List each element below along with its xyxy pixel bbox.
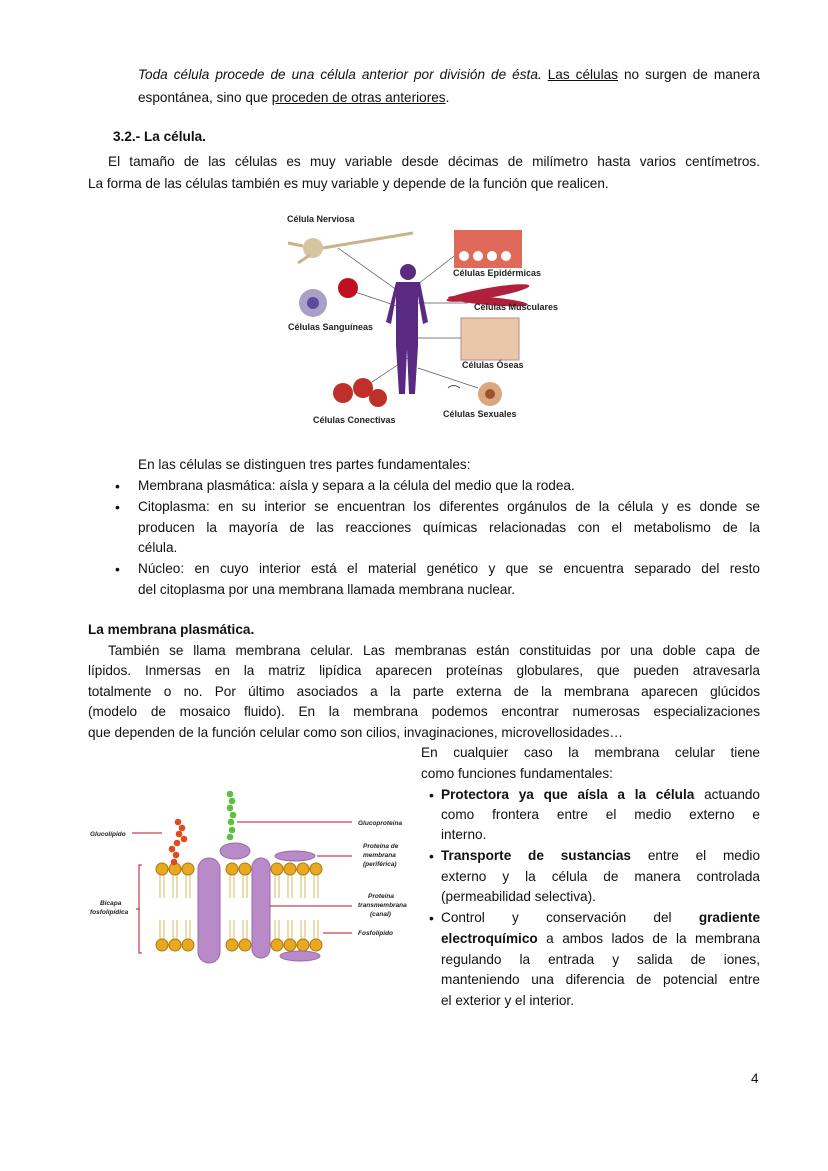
underlined-text: proceden de otras anteriores [271, 90, 446, 105]
phospholipid [297, 863, 309, 951]
bullet-icon: • [115, 499, 120, 515]
label-proteina-transmembrana: transmembrana [358, 902, 407, 909]
label-proteina-transmembrana: (canal) [370, 911, 391, 918]
epidermal-cells-icon [454, 230, 522, 268]
membrane-heading: La membrana plasmática. [88, 622, 255, 637]
function-line: interno. [441, 827, 487, 842]
glucolipid-sugar [169, 846, 176, 853]
cell-types-figure [278, 208, 578, 433]
underlined-text: Las células [547, 67, 618, 82]
phospholipid [156, 863, 168, 951]
function-line: (permeabilidad selectiva). [441, 889, 596, 904]
membrane-diagram [80, 780, 420, 965]
membrane-line: que dependen de la función celular como son cilios, invaginaciones, microvellosidades… [88, 725, 624, 740]
human-silhouette [386, 264, 428, 394]
label-connective: Células Conectivas [313, 415, 396, 425]
label-bone: Células Óseas [462, 360, 524, 370]
phospholipid [182, 863, 194, 951]
label-glucoproteina: Glucoproteína [358, 820, 403, 827]
page-number: 4 [751, 1071, 759, 1086]
label-fosfolipido: Fosfolípido [358, 930, 394, 937]
membrane-line: También se llama membrana celular. Las membranas están constituidas por una doble capa de [108, 643, 760, 658]
phospholipid-bilayer [156, 863, 322, 951]
text: entre el medio [647, 848, 760, 863]
membrane-line: totalmente o no. Por último asociados a la parte externa de la membrana aparecen glúcidos [88, 684, 760, 699]
glucolipid-sugar [181, 836, 188, 843]
intro-line-2 [138, 88, 449, 108]
bullet-text: célula. [138, 540, 178, 555]
bold-text: Transporte de sustancias [441, 848, 631, 863]
membrane-line: (modelo de mosaico fluido). En la membrana podemos encontrar numerosas especializaciones [88, 704, 760, 719]
glucolipid-sugar [173, 852, 180, 859]
col-intro: En cualquier caso la membrana celular tiene [421, 745, 760, 760]
nerve-cell-icon [288, 233, 413, 263]
glucoprotein-sugar [230, 812, 237, 819]
bullet-icon: • [115, 478, 120, 494]
text: espontánea, sino que [138, 90, 269, 105]
label-proteina-periferica: (periférica) [363, 861, 397, 868]
glucoprotein-sugar [229, 827, 236, 834]
bullet-icon: • [429, 787, 434, 803]
glucoprotein-sugar [227, 834, 234, 841]
label-epidermal: Células Epidérmicas [453, 268, 542, 278]
intro-line-1 [138, 65, 760, 85]
section-line: El tamaño de las células es muy variable desde décimas de milímetro hasta varios centímetros. [108, 154, 760, 169]
bullet-icon: • [429, 848, 434, 864]
label-glucolipido: Glucolípido [90, 831, 126, 838]
phospholipid [271, 863, 283, 951]
bullet-text: Membrana plasmática: aísla y separa a la célula del medio que la rodea. [138, 478, 575, 493]
phospholipid [226, 863, 238, 951]
text: a ambos lados de la membrana [546, 931, 761, 946]
bullet-text: del citoplasma por una membrana llamada membrana nuclear. [138, 582, 516, 597]
glucolipid-sugar [174, 840, 181, 847]
function-line [441, 929, 760, 949]
function-line [441, 785, 760, 805]
col-intro: como funciones fundamentales: [421, 766, 613, 781]
italic-text: Toda célula procede de una célula anterior por división de ésta. [138, 67, 542, 82]
phospholipid [169, 863, 181, 951]
glucoprotein-sugar [228, 819, 235, 826]
text: actuando [704, 787, 760, 802]
label-blood: Células Sanguíneas [288, 322, 374, 332]
function-line: el exterior y el interior. [441, 993, 574, 1008]
function-line: como frontera entre el medio externo e [441, 807, 760, 822]
bullet-icon: • [429, 910, 434, 926]
glucolipid-sugar [171, 859, 178, 866]
bullet-icon: • [115, 561, 120, 577]
bold-text: electroquímico [441, 931, 538, 946]
text: Control y conservación del [441, 910, 672, 925]
connective-cells-icon [333, 378, 387, 407]
bold-text: gradiente [698, 910, 761, 925]
label-proteina-periferica: membrana [363, 852, 396, 859]
phospholipid [284, 863, 296, 951]
section-heading: 3.2.- La célula. [113, 129, 206, 144]
glucolipid-sugar [175, 819, 182, 826]
blood-cells-icon [299, 278, 358, 317]
glucoprotein-sugar [227, 791, 234, 798]
bullet-text: producen la mayoría de las reacciones químicas relacionadas con el metabolismo de la [138, 520, 760, 535]
bullet-text: Núcleo: en cuyo interior está el material genético y que se encuentra separado del resto [138, 561, 760, 576]
bold-text: Protectora ya que aísla a la célula [441, 787, 695, 802]
function-line: regulando la entrada y salida de iones, [441, 952, 760, 967]
text: . [445, 90, 450, 105]
glucoprotein-sugar [229, 798, 236, 805]
glucolipid-sugar [179, 825, 186, 832]
function-line: externo y la célula de manera controlada [441, 869, 760, 884]
function-line [441, 908, 760, 928]
glucolipid-sugar [176, 831, 183, 838]
label-muscle: Células Musculares [474, 302, 559, 312]
label-bicapa: Bicapa [100, 900, 122, 907]
label-sex: Células Sexuales [443, 409, 517, 419]
function-line [441, 846, 760, 866]
section-line: La forma de las células también es muy variable y depende de la función que realicen. [88, 176, 609, 191]
bullet-text: Citoplasma: en su interior se encuentran los diferentes orgánulos de la célula y es donde se [138, 499, 760, 514]
function-line: manteniendo una diferencia de potencial entre [441, 972, 760, 987]
label-proteina-periferica: Proteína de [363, 843, 399, 850]
label-proteina-transmembrana: Proteína [368, 893, 395, 900]
label-arrows [132, 822, 352, 953]
phospholipid [310, 863, 322, 951]
sex-cells-icon [448, 382, 502, 406]
membrane-line: lípidos. Inmersas en la matriz lipídica aparecen proteínas globulares, que pueden atravesarla [88, 663, 760, 678]
parts-intro: En las células se distinguen tres partes fundamentales: [138, 457, 471, 472]
label-bicapa: fosfolipídica [90, 909, 129, 916]
label-nerve-cell: Célula Nerviosa [287, 214, 355, 224]
bone-cells-icon [461, 318, 519, 360]
text: no surgen de manera [624, 67, 760, 82]
glucoprotein-sugar [227, 805, 234, 812]
phospholipid [239, 863, 251, 951]
